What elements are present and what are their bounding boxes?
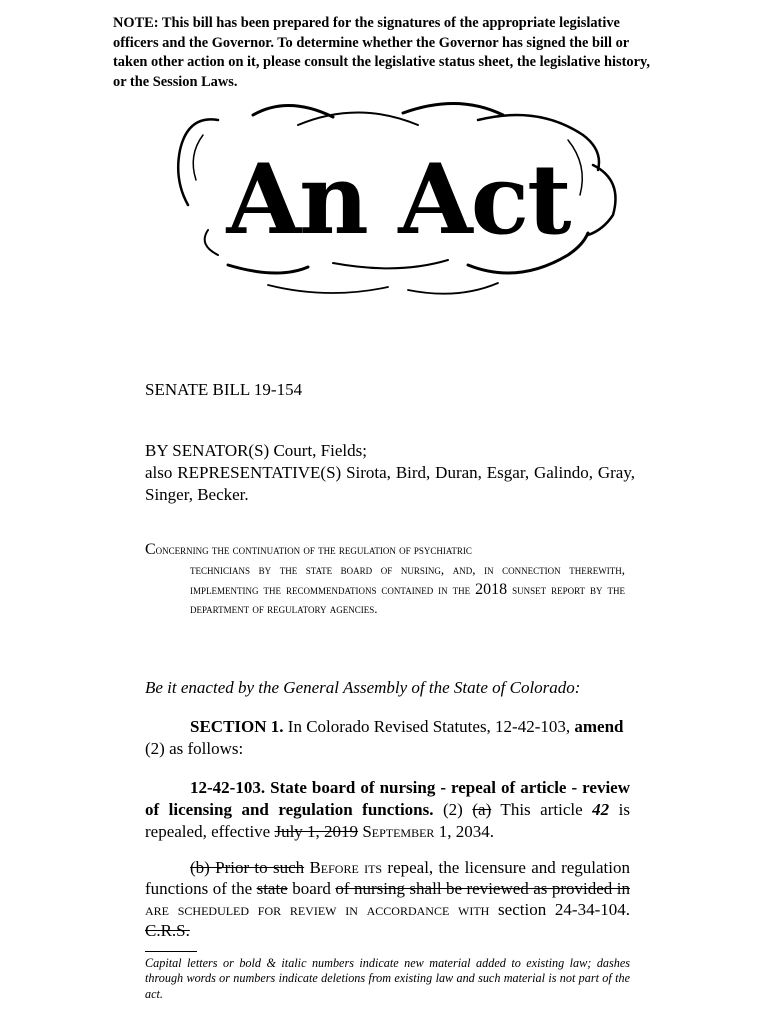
review-text-1: repeal, the licensure and regulation functions of the [145, 858, 631, 898]
footnote-divider [145, 951, 197, 952]
title-year: 2018 [475, 580, 508, 598]
footnote: Capital letters or bold & italic numbers indicate new material added to existing law; dashes through words or numbers indicate deletions from existing law and such material is not part of the act. [145, 956, 630, 1001]
struck-crs: C.R.S. [145, 921, 190, 940]
an-act-logo [158, 95, 638, 310]
struck-nursing-clause: of nursing shall be reviewed as provided in [335, 879, 630, 898]
legislative-note: NOTE: This bill has been prepared for the signatures of the appropriate legislative officers and the Governor. To determine whether the Governor has signed the bill or taken other action on it, please consult the legislative status sheet, the legislative history, or the Session Laws. [113, 15, 650, 90]
amend-keyword: amend [574, 717, 624, 736]
enacting-clause: Be it enacted by the General Assembly of the State of Colorado: [145, 678, 581, 697]
statute-text-2: is repealed, effective [145, 800, 630, 841]
section-label: SECTION 1. [190, 717, 284, 736]
new-text-before: Before its [304, 858, 383, 877]
title-line1: oncerning the continuation of the regulation of psychiatric [155, 542, 472, 557]
sponsors [145, 440, 635, 506]
section-1 [145, 716, 630, 760]
section-text-2: (2) as follows: [145, 739, 244, 758]
new-date-month: September [358, 822, 435, 841]
section-text-1: In Colorado Revised Statutes, 12-42-103, [283, 717, 575, 736]
senate-sponsors: BY SENATOR(S) Court, Fields; [145, 441, 367, 460]
house-sponsors: also REPRESENTATIVE(S) Sirota, Bird, Duran, Esgar, Galindo, Gray, Singer, Becker. [145, 463, 635, 504]
review-text-3: section 24-34-104. [489, 900, 630, 919]
an-act-lettering: An Act [226, 143, 570, 256]
statute-paragraph [145, 777, 630, 843]
struck-state: state [256, 879, 288, 898]
title-initial: C [145, 541, 156, 558]
struck-a: (a) [472, 800, 492, 819]
statute-text-1: This article [491, 800, 593, 819]
bill-title [145, 540, 625, 619]
article-number: 42 [592, 800, 610, 819]
bill-number: SENATE BILL 19-154 [145, 380, 303, 399]
title-body: technicians by the state board of nursing, and, in connection therewith, implementing the recommendations contained in the [190, 561, 625, 597]
new-date-rest: 1, 2034. [434, 822, 494, 841]
new-text-scheduled: are scheduled for review in accordance with [145, 900, 490, 919]
subsection-number: (2) [433, 800, 473, 819]
review-text-2: board [287, 879, 336, 898]
struck-date: July 1, 2019 [274, 822, 359, 841]
statute-heading: 12-42-103. State board of nursing - repeal of article - review of licensing and regulation functions. [145, 778, 630, 819]
review-paragraph [145, 857, 630, 941]
struck-b: (b) Prior to such [190, 858, 305, 877]
title-body-end: sunset report by the department of regulatory agencies. [190, 581, 626, 617]
